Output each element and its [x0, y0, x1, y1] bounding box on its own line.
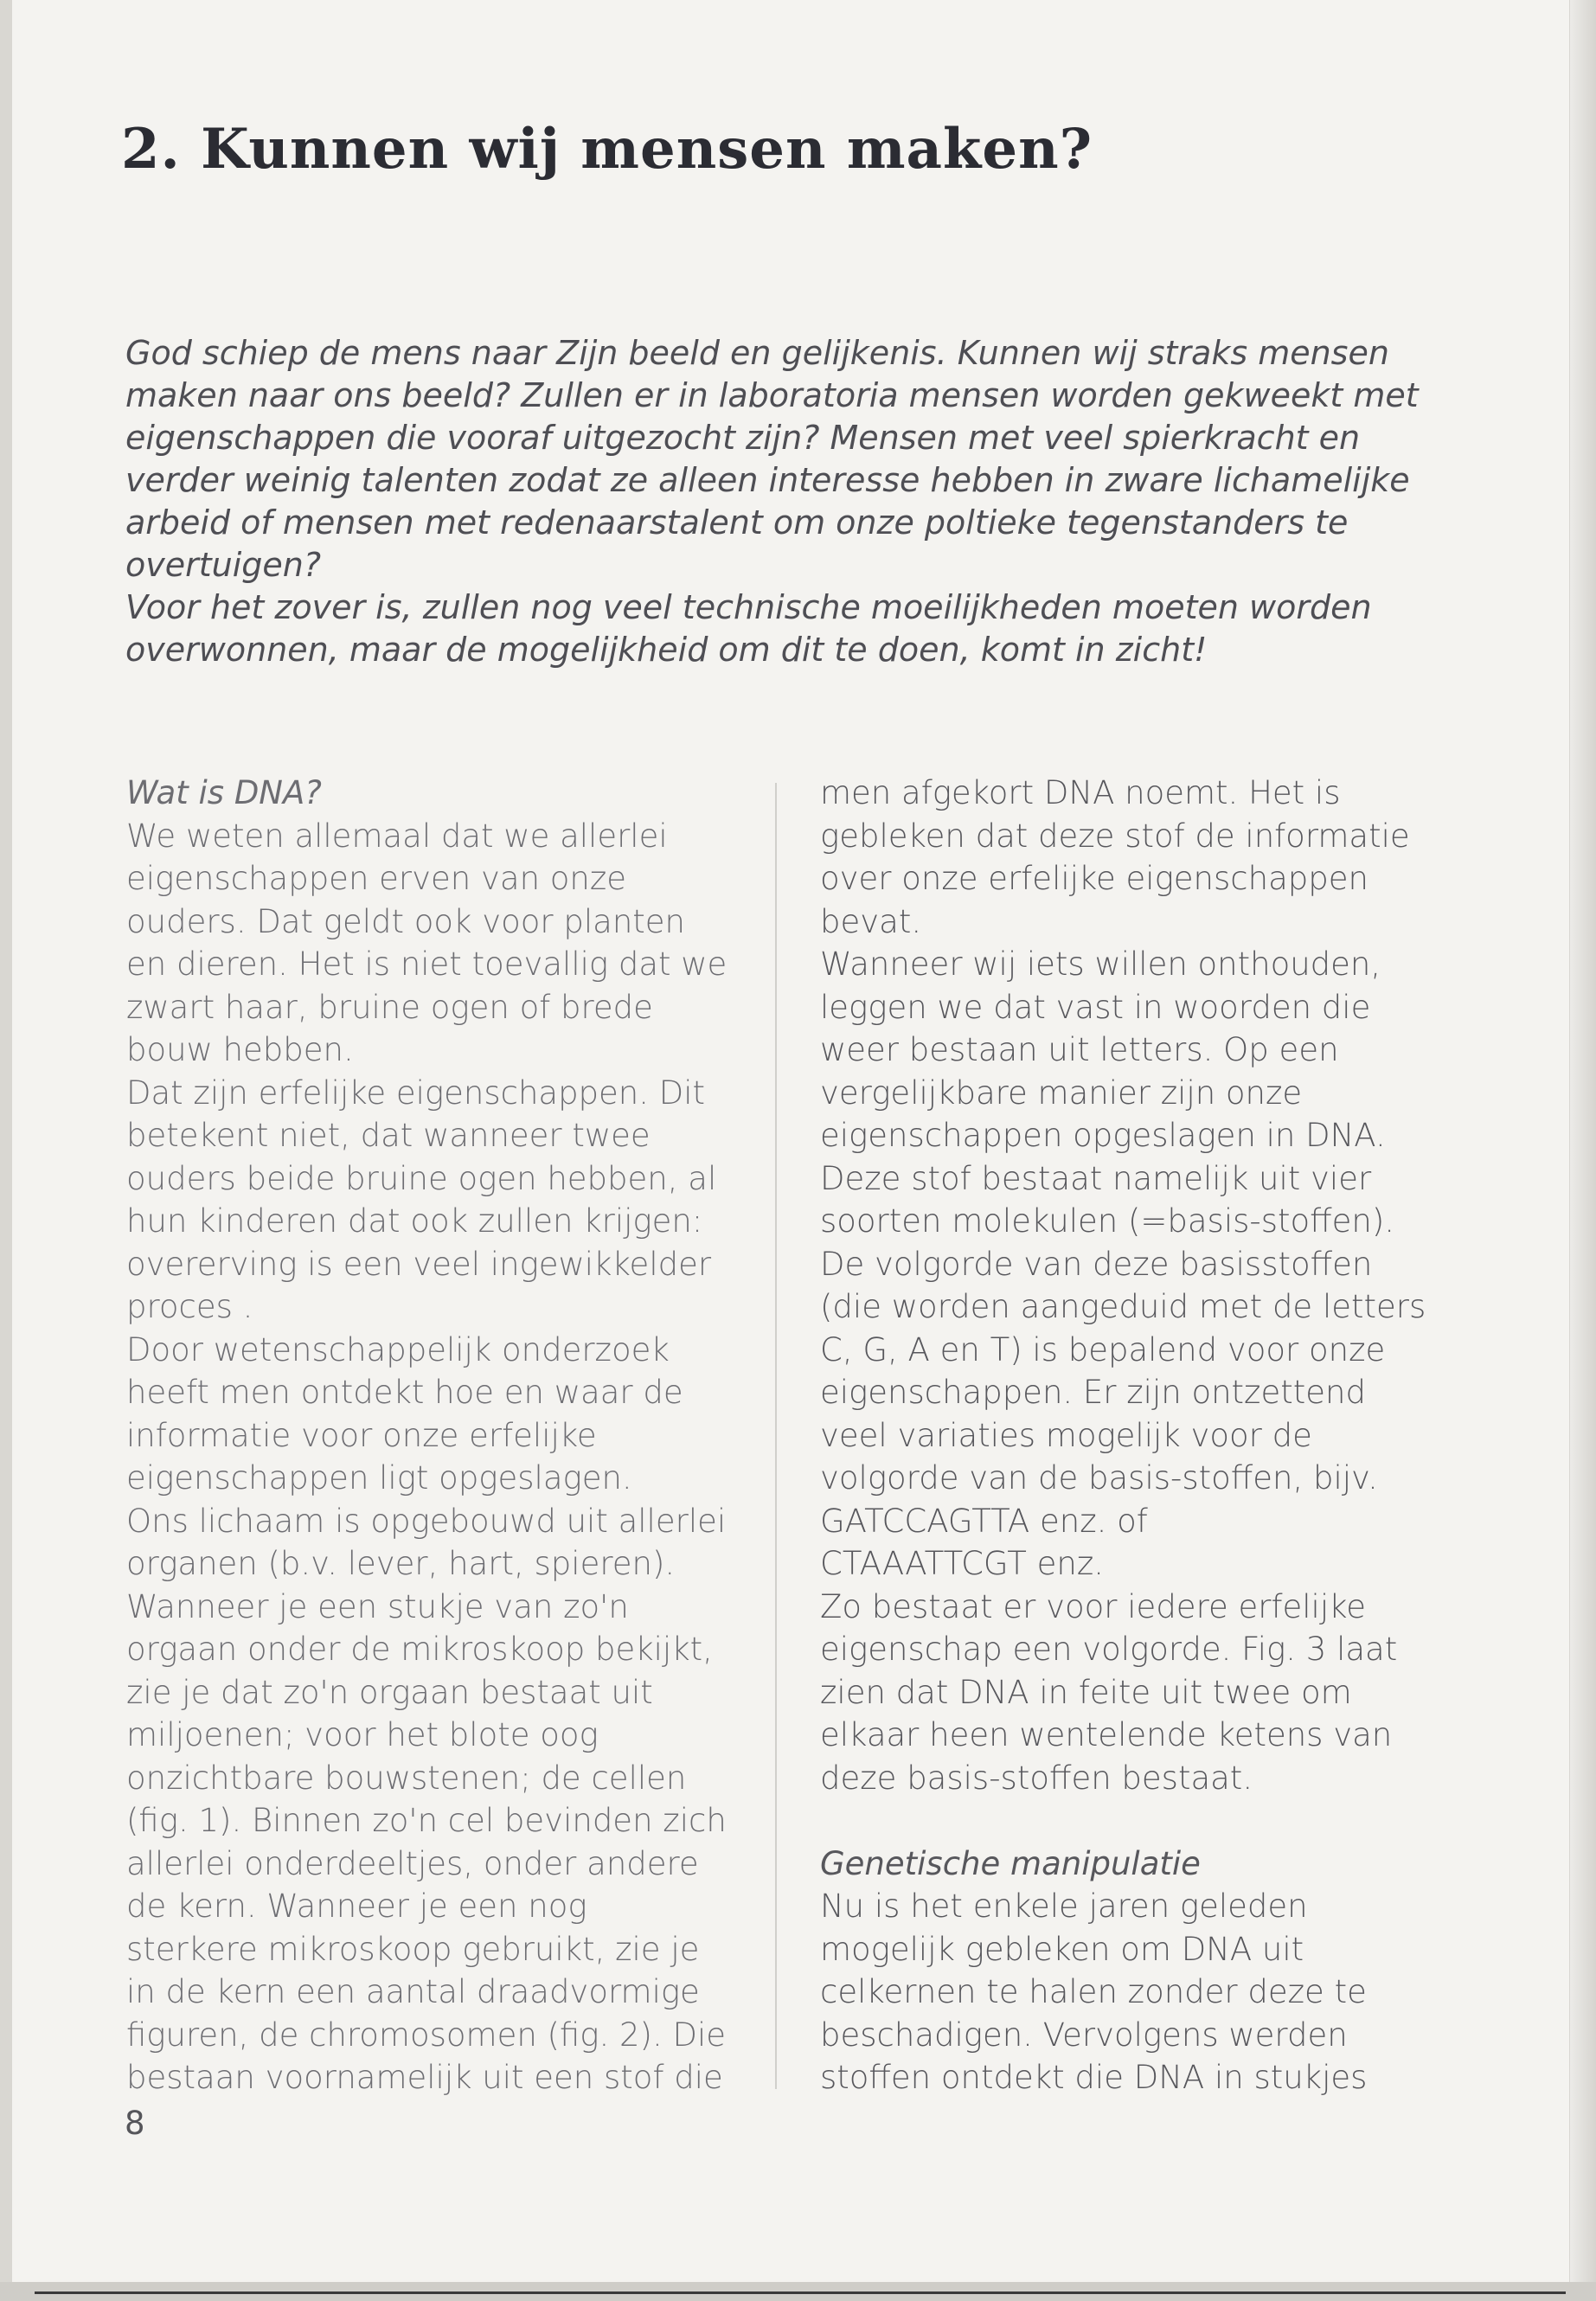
text-line: men afgekort DNA noemt. Het is [820, 774, 1341, 811]
right-column-body-2 [820, 1885, 1477, 2099]
text-line: We weten allemaal dat we allerlei [126, 817, 668, 855]
text-line: informatie voor onze erfelijke [126, 1416, 597, 1454]
intro-line: God schiep de mens naar Zijn beeld en gelijkenis. Kunnen wij straks mensen [125, 334, 1389, 372]
text-line: Wanneer je een stukje van zo'n [126, 1587, 629, 1625]
text-line: orgaan onder de mikroskoop bekijkt, [126, 1631, 713, 1668]
text-line: bouw hebben. [126, 1031, 354, 1068]
text-line: eigenschap een volgorde. Fig. 3 laat [820, 1631, 1398, 1668]
text-line: Dat zijn erfelijke eigenschappen. Dit [126, 1074, 706, 1112]
page-number: 8 [125, 2105, 145, 2142]
intro-paragraph-2 [125, 586, 1475, 671]
text-line: stoffen ontdekt die DNA in stukjes [820, 2059, 1368, 2096]
intro-line: eigenschappen die vooraf uitgezocht zijn? Mensen met veel spierkracht en [125, 419, 1361, 457]
intro-line: arbeid of mensen met redenaarstalent om onze poltieke tegenstanders te [125, 503, 1349, 542]
text-line: miljoenen; voor het blote oog [126, 1716, 599, 1753]
intro-line: maken naar ons beeld? Zullen er in laboratoria mensen worden gekweekt met [125, 376, 1419, 414]
intro-line: overwonnen, maar de mogelijkheid om dit te doen, komt in zicht! [125, 631, 1208, 669]
text-line: Ons lichaam is opgebouwd uit allerlei [126, 1502, 727, 1540]
text-line: sterkere mikroskoop gebruikt, zie je [126, 1930, 700, 1968]
text-line: organen (b.v. lever, hart, spieren). [126, 1545, 676, 1582]
text-line: onzichtbare bouwstenen; de cellen [126, 1759, 687, 1797]
text-line: eigenschappen. Er zijn ontzettend [820, 1374, 1366, 1411]
text-line: Wanneer wij iets willen onthouden, [820, 945, 1381, 983]
text-line: Nu is het enkele jaren geleden [820, 1888, 1308, 1925]
text-line: Door wetenschappelijk onderzoek [126, 1330, 670, 1368]
text-line: deze basis-stoffen bestaat. [820, 1759, 1253, 1797]
text-line: hun kinderen dat ook zullen krijgen: [126, 1202, 703, 1240]
left-column [126, 772, 788, 2099]
text-line: eigenschappen opgeslagen in DNA. [820, 1117, 1386, 1154]
text-line: de kern. Wanneer je een nog [126, 1888, 587, 1925]
text-line: Zo bestaat er voor iedere erfelijke [820, 1587, 1366, 1625]
right-column [820, 772, 1477, 2099]
text-line: volgorde van de basis-stoffen, bijv. [820, 1459, 1378, 1497]
text-line: ouders beide bruine ogen hebben, al [126, 1159, 717, 1197]
left-column-body [126, 815, 788, 2099]
text-line: betekent niet, dat wanneer twee [126, 1117, 651, 1154]
text-line: ouders. Dat geldt ook voor planten [126, 902, 686, 940]
intro-line: verder weinig talenten zodat ze alleen interesse hebben in zware lichamelijke [125, 461, 1410, 499]
text-line: CTAAATTCGT enz. [820, 1545, 1105, 1582]
text-line: bestaan voornamelijk uit een stof die [126, 2059, 723, 2096]
text-line: soorten molekulen (=basis-stoffen). [820, 1202, 1395, 1240]
page-edge-shadow [1570, 0, 1596, 2301]
bottom-rule [35, 2291, 1566, 2294]
text-line: elkaar heen wentelende ketens van [820, 1716, 1393, 1753]
intro-line: overtuigen? [125, 546, 322, 584]
text-line: over onze erfelijke eigenschappen [820, 860, 1368, 897]
text-line: in de kern een aantal draadvormige [126, 1973, 700, 2010]
text-line: overerving is een veel ingewikkelder [126, 1245, 712, 1283]
text-line: (die worden aangeduid met de letters [820, 1288, 1426, 1325]
text-line: gebleken dat deze stof de informatie [820, 817, 1410, 855]
text-line: zwart haar, bruine ogen of brede [126, 988, 653, 1026]
text-line: zie je dat zo'n orgaan bestaat uit [126, 1673, 653, 1711]
section-heading-genetic-manipulation: Genetische manipulatie [820, 1844, 1201, 1882]
text-line: (fig. 1). Binnen zo'n cel bevinden zich [126, 1802, 727, 1839]
paragraph-gap [820, 1799, 1477, 1843]
text-line: bevat. [820, 902, 922, 940]
text-line: figuren, de chromosomen (fig. 2). Die [126, 2016, 727, 2054]
intro-line: Voor het zover is, zullen nog veel technische moeilijkheden moeten worden [125, 588, 1372, 626]
text-line: leggen we dat vast in woorden die [820, 988, 1371, 1026]
text-line: Deze stof bestaat namelijk uit vier [820, 1159, 1372, 1197]
text-line: De volgorde van deze basisstoffen [820, 1245, 1373, 1283]
text-line: eigenschappen erven van onze [126, 860, 627, 897]
text-line: veel variaties mogelijk voor de [820, 1416, 1312, 1454]
chapter-title: 2. Kunnen wij mensen maken? [121, 117, 1093, 182]
text-line: C, G, A en T) is bepalend voor onze [820, 1330, 1386, 1368]
text-line: GATCCAGTTA enz. of [820, 1502, 1148, 1540]
text-line: beschadigen. Vervolgens werden [820, 2016, 1348, 2054]
text-line: vergelijkbare manier zijn onze [820, 1074, 1303, 1112]
text-line: en dieren. Het is niet toevallig dat we [126, 945, 727, 983]
intro-paragraph-1 [125, 332, 1475, 586]
text-line: zien dat DNA in feite uit twee om [820, 1673, 1352, 1711]
text-line: allerlei onderdeeltjes, onder andere [126, 1844, 699, 1882]
section-heading-what-is-dna: Wat is DNA? [126, 774, 322, 811]
text-line: heeft men ontdekt hoe en waar de [126, 1374, 683, 1411]
text-line: mogelijk gebleken om DNA uit [820, 1930, 1304, 1968]
intro-text [125, 332, 1475, 671]
text-line: celkernen te halen zonder deze te [820, 1973, 1367, 2010]
text-line: weer bestaan uit letters. Op een [820, 1031, 1339, 1068]
right-column-body [820, 772, 1477, 1799]
text-line: eigenschappen ligt opgeslagen. [126, 1459, 632, 1497]
text-line: proces . [126, 1288, 253, 1325]
